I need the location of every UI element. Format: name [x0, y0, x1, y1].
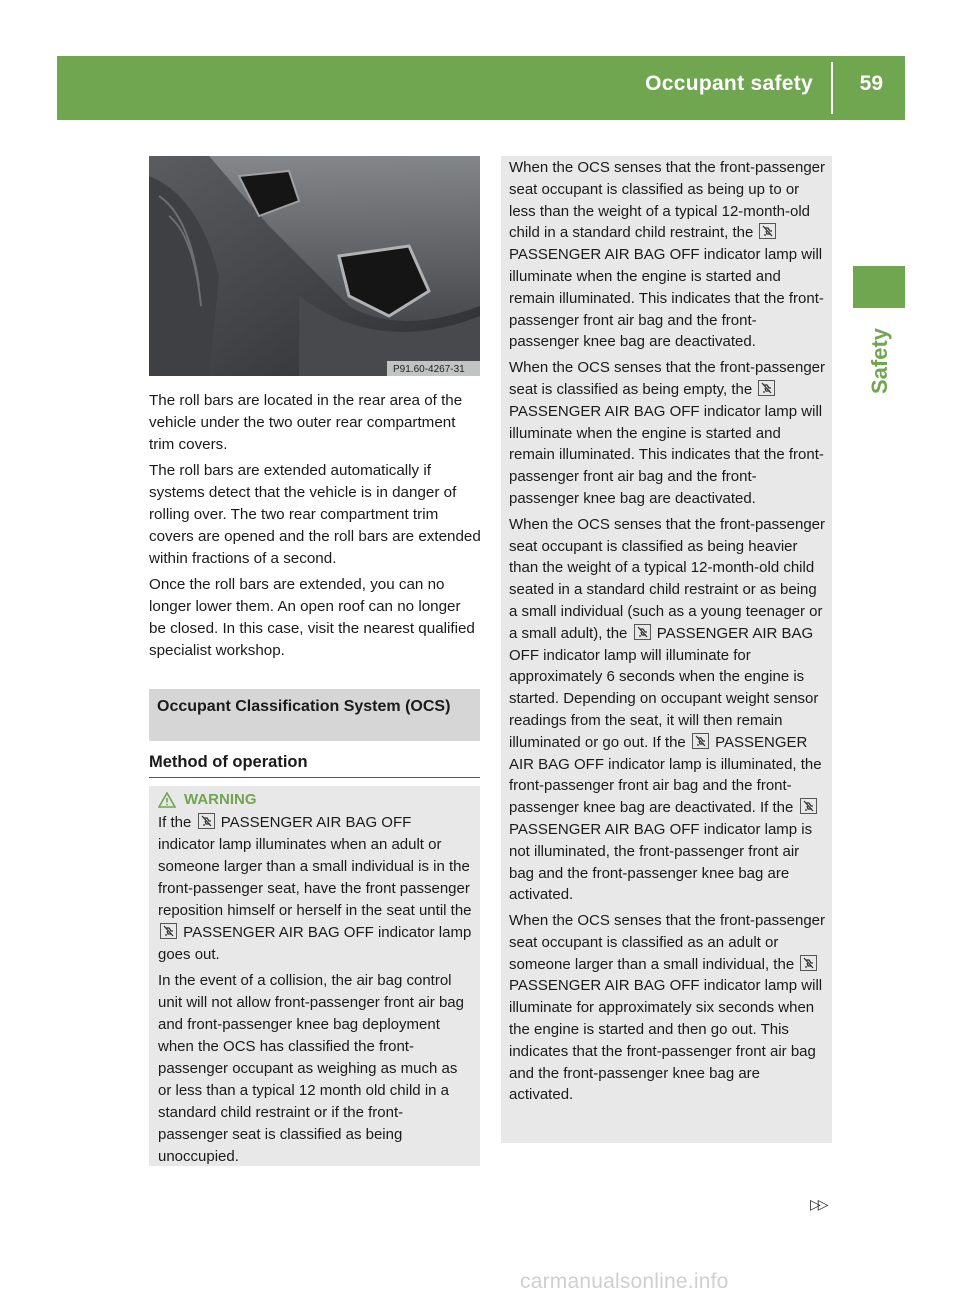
subheading-rule — [149, 777, 480, 778]
subheading: Method of operation — [149, 753, 308, 771]
side-tab-text: Safety — [867, 327, 892, 395]
passenger-airbag-off-icon — [160, 923, 177, 939]
paragraph: The roll bars are located in the rear area of the vehicle under the two outer rear compartment trim covers. — [149, 392, 463, 453]
paragraph: The roll bars are extended automatically if systems detect that the vehicle is in danger of rolling over. The two rear compartment trim covers are opened and the roll bars are extended within fractions of a second. — [149, 462, 481, 567]
page-header — [57, 56, 905, 120]
side-tab-marker — [853, 266, 905, 308]
side-tab-label — [835, 318, 923, 406]
paragraph: When the OCS senses that the front-passenger seat is classified as being empty, the PASSENGER AIR BAG OFF indicator lamp will illuminate when the engine is started and remain illuminated. This indicates that the front-passenger front air bag and the front-passenger knee bag are deactivated. — [509, 359, 826, 507]
passenger-airbag-off-icon — [692, 733, 709, 749]
watermark: carmanualsonline.info — [520, 1270, 729, 1293]
paragraph: When the OCS senses that the front-passenger seat occupant is classified as being up to or less than the weight of a typical 12-month-old child in a standard child restraint, the PASSENGER AIR BAG OFF indicator lamp will illuminate when the engine is started and remain illuminated. This indicates that the front-passenger front air bag and the front-passenger knee bag are deactivated. — [509, 159, 826, 351]
roll-bar-text — [149, 390, 481, 666]
header-separator — [831, 62, 833, 114]
page-number: 59 — [859, 72, 883, 95]
passenger-airbag-off-icon — [758, 380, 775, 396]
warning-header — [158, 789, 472, 811]
passenger-airbag-off-icon — [198, 813, 215, 829]
continued-arrow-icon: ▷▷ — [810, 1196, 826, 1212]
paragraph: Once the roll bars are extended, you can no longer lower them. An open roof can no longer be closed. In this case, visit the nearest qualified specialist workshop. — [149, 576, 475, 659]
warning-triangle-icon — [158, 792, 176, 808]
warning-paragraph: If the PASSENGER AIR BAG OFF indicator lamp illuminates when an adult or someone larger than a small individual is in the front-passenger seat, have the front passenger reposition himself or herself in the seat until the PASSENGER AIR BAG OFF indicator lamp goes out. — [158, 814, 472, 963]
roll-bar-photo — [149, 156, 480, 376]
section-heading-box — [149, 689, 480, 741]
rear-compartment-illustration — [149, 156, 480, 376]
warning-label: WARNING — [184, 791, 257, 808]
paragraph: When the OCS senses that the front-passenger seat occupant is classified as an adult or someone larger than a small individual, the PASSENGER AIR BAG OFF indicator lamp will illuminate for approximately six seconds when the engine is started and then go out. This indicates that the front-passenger front air bag and the front-passenger knee bag are activated. — [509, 912, 826, 1104]
paragraph: When the OCS senses that the front-passenger seat occupant is classified as being heavier than the weight of a typical 12-month-old child seated in a standard child restraint or as being a small individual (such as a young teenager or a small adult), the PASSENGER AIR BAG OFF indicator lamp will illuminate for approximately 6 seconds when the engine is started. Depending on occupant weight sensor readings from the seat, it will then remain illuminated or go out. If the PASSENGER AIR BAG OFF indicator lamp is illuminated, the front-passenger front air bag and the front-passenger knee bag are deactivated. If the PASSENGER AIR BAG OFF indicator lamp is not illuminated, the front-passenger front air bag and the front-passenger knee bag are activated. — [509, 515, 826, 904]
passenger-airbag-off-icon — [800, 798, 817, 814]
warning-box — [149, 786, 480, 1166]
section-heading: Occupant Classification System (OCS) — [157, 698, 451, 715]
passenger-airbag-off-icon — [800, 955, 817, 971]
warning-paragraph: In the event of a collision, the air bag control unit will not allow front-passenger front air bag and front-passenger knee bag deployment when the OCS has classified the front-passenger occupant as weighing as much as or less than a typical 12 month old child in a standard child restraint or if the front-passenger seat is classified as being unoccupied. — [158, 972, 464, 1165]
ocs-status-box — [501, 156, 832, 1143]
passenger-airbag-off-icon — [634, 624, 651, 640]
section-title: Occupant safety — [645, 72, 813, 95]
passenger-airbag-off-icon — [759, 223, 776, 239]
figure-code: P91.60-4267-31 — [393, 364, 465, 375]
